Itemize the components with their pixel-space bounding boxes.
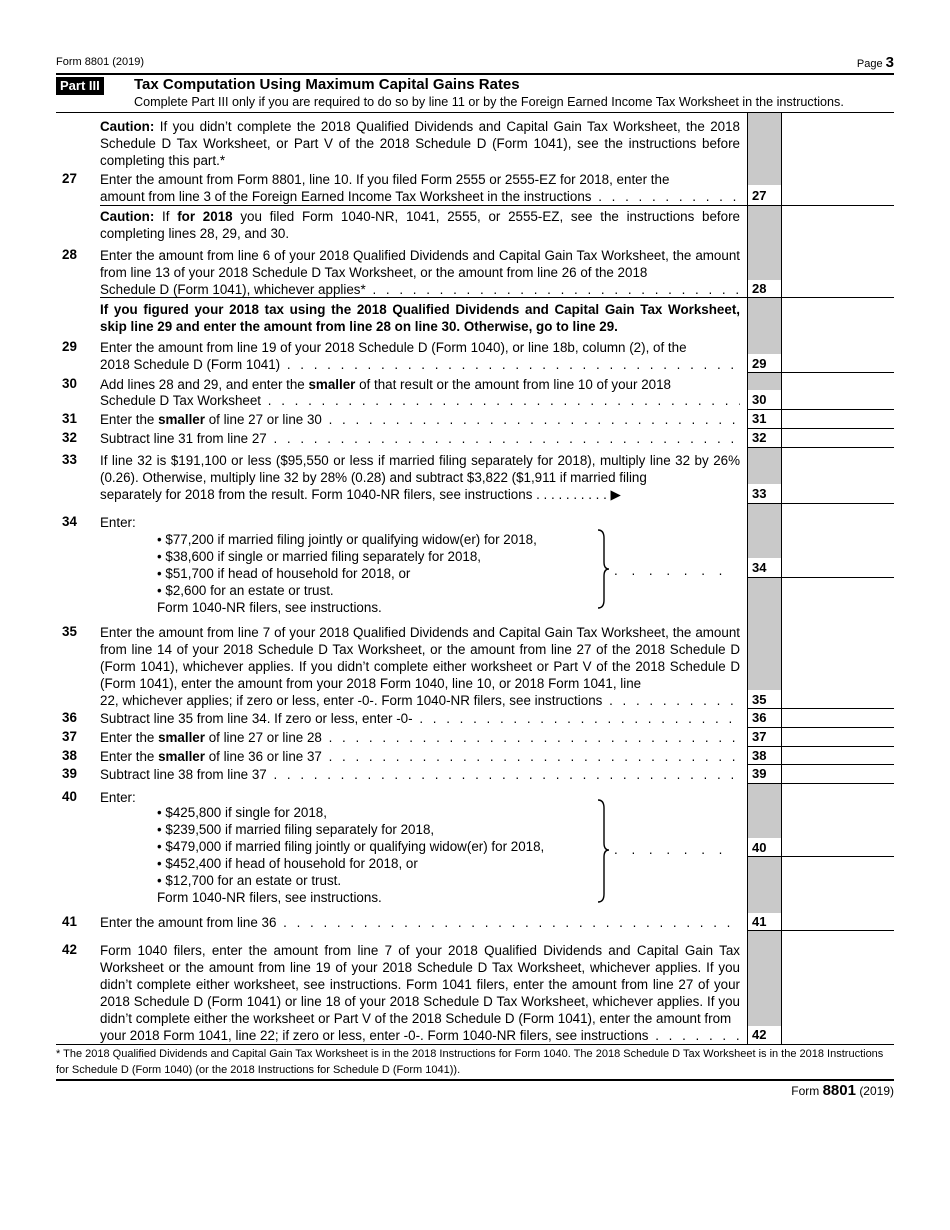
- line-29-amount-field[interactable]: [782, 353, 894, 372]
- line-27-text-cont: amount from line 3 of the Foreign Earned Income Tax Worksheet in the instructions . . .: [100, 188, 740, 205]
- line-41-number: 41: [62, 914, 77, 929]
- part-title: Tax Computation Using Maximum Capital Gains Rates: [134, 76, 520, 93]
- line-34-number: 34: [62, 514, 77, 529]
- line-29-number: 29: [62, 339, 77, 354]
- line-38-amount-field[interactable]: [782, 746, 894, 764]
- line-35-text: Enter the amount from line 7 of your 2018 Qualified Dividends and Capital Gain Tax Worksheet, the amount from line 14 of your 2018 Schedule D Tax Worksheet, or the amount from line 27 of the 2018 Schedule D (Form 1041), whichever applies. If you didn’t complete either worksheet or Part V of the 2018 Schedule D (Form 1041), enter the amount from your 2018 Form 1040, line 10, or 2018 Form 1041, line: [100, 625, 740, 691]
- line-29-text: Enter the amount from line 19 of your 2018 Schedule D (Form 1040), or line 18b, column (2), of the: [100, 340, 687, 355]
- line-42-amount-field[interactable]: [782, 1026, 894, 1044]
- line-34-option: • $77,200 if married filing jointly or qualifying widow(er) for 2018,: [157, 532, 537, 547]
- line-40-option: • $452,400 if head of household for 2018, or: [157, 856, 418, 871]
- line-39-text: Subtract line 38 from line 37 . . .: [100, 766, 740, 783]
- line-36-text: Subtract line 35 from line 34. If zero or less, enter -0- . . .: [100, 710, 740, 727]
- part-badge: Part III: [56, 77, 104, 95]
- line-32-amount-field[interactable]: [782, 428, 894, 447]
- line-32-number: 32: [62, 430, 77, 445]
- line-41-amount-field[interactable]: [782, 912, 894, 930]
- line-32-text: Subtract line 31 from line 27 . . .: [100, 430, 740, 447]
- line-27-amount-field[interactable]: [782, 186, 894, 205]
- line-27-text: Enter the amount from Form 8801, line 10. If you filed Form 2555 or 2555-EZ for 2018, enter the: [100, 172, 670, 187]
- line-29-text-cont: 2018 Schedule D (Form 1041) . . .: [100, 356, 740, 373]
- part-subtitle: Complete Part III only if you are required to do so by line 11 or by the Foreign Earned Income Tax Worksheet in the instructions.: [134, 95, 844, 109]
- line-34-option: • $2,600 for an estate or trust.: [157, 583, 334, 598]
- line-40-option: Form 1040-NR filers, see instructions.: [157, 890, 382, 905]
- line-34-option: • $51,700 if head of household for 2018, or: [157, 566, 411, 581]
- line-40-option: • $479,000 if married filing jointly or qualifying widow(er) for 2018,: [157, 839, 545, 854]
- line-34-amount-field[interactable]: [782, 558, 894, 577]
- line-31-amount-field[interactable]: [782, 409, 894, 428]
- line-39-number: 39: [62, 766, 77, 781]
- line-37-amount-field[interactable]: [782, 727, 894, 746]
- line-37-number: 37: [62, 729, 77, 744]
- line-33-text: If line 32 is $191,100 or less ($95,550 or less if married filing separately for 2018), multiply line 32 by 26% (0.26). Otherwise, multiply line 32 by 28% (0.28) and subtract $3,822 ($1,911 if married filing: [100, 453, 740, 485]
- line-38-text: Enter the smaller of line 36 or line 37 . . .: [100, 748, 740, 765]
- line-37-text: Enter the smaller of line 27 or line 28 . . .: [100, 729, 740, 746]
- line-28-number: 28: [62, 247, 77, 262]
- line-28-amount-field[interactable]: [782, 278, 894, 297]
- line-30-text-cont: Schedule D Tax Worksheet . . .: [100, 392, 740, 409]
- line-35-text-cont: 22, whichever applies; if zero or less, enter -0-. Form 1040-NR filers, see instructions . . .: [100, 692, 740, 709]
- line-42-number: 42: [62, 942, 77, 957]
- line-40-option: • $12,700 for an estate or trust.: [157, 873, 342, 888]
- line-39-amount-field[interactable]: [782, 764, 894, 783]
- line-31-text: Enter the smaller of line 27 or line 30 . . .: [100, 411, 740, 428]
- line-30-number: 30: [62, 376, 77, 391]
- line-33-text-cont: separately for 2018 from the result. Form 1040-NR filers, see instructions . . . . . . . . . . ▶: [100, 487, 621, 502]
- line-34-option: • $38,600 if single or married filing separately for 2018,: [157, 549, 482, 564]
- line-40-number: 40: [62, 789, 77, 804]
- line-28-text: Enter the amount from line 6 of your 2018 Qualified Dividends and Capital Gain Tax Worksheet, the amount from line 13 of your 2018 Schedule D Tax Worksheet, or the amount from line 26 of the 2018: [100, 248, 740, 280]
- line-30-text: Add lines 28 and 29, and enter the smaller of that result or the amount from line 10 of your 2018: [100, 377, 671, 392]
- line-42-text-cont: your 2018 Form 1041, line 22; if zero or less, enter -0-. Form 1040-NR filers, see instructions . . .: [100, 1027, 740, 1044]
- line-35-number: 35: [62, 624, 77, 639]
- line-40-amount-field[interactable]: [782, 838, 894, 856]
- line-41-text: Enter the amount from line 36 . . .: [100, 914, 740, 931]
- line-42-text: Form 1040 filers, enter the amount from line 7 of your 2018 Qualified Dividends and Capital Gain Tax Worksheet or the amount from line 19 of your 2018 Schedule D Tax Worksheet, whichever applies. If you didn’t complete either worksheet, see instructions. Form 1041 filers, enter the amount from line 27 of your 2018 Schedule D (Form 1041) or line 18 of your 2018 Schedule D Tax Worksheet, whichever applies. If you didn’t complete either the worksheet or Part V of the 2018 Schedule D (Form 1041), enter the amount from: [100, 943, 740, 1026]
- line-38-number: 38: [62, 748, 77, 763]
- form-header-label: Form 8801 (2019): [56, 56, 145, 68]
- form-footer-label: Form 8801 (2019): [791, 1082, 894, 1099]
- page-number: Page 3: [856, 54, 894, 71]
- line-33-amount-field[interactable]: [782, 484, 894, 503]
- line-33-number: 33: [62, 452, 77, 467]
- line-40-option: • $425,800 if single for 2018,: [157, 805, 327, 820]
- line-36-number: 36: [62, 710, 77, 725]
- header-rule: [56, 73, 894, 75]
- line-34-enter-label: Enter:: [100, 515, 136, 530]
- line-34-option: Form 1040-NR filers, see instructions.: [157, 600, 382, 615]
- line-27-number: 27: [62, 171, 77, 186]
- line-40-option: • $239,500 if married filing separately for 2018,: [157, 822, 435, 837]
- line-34-brace-icon: [596, 528, 612, 610]
- line-30-amount-field[interactable]: [782, 390, 894, 409]
- line-40-enter-label: Enter:: [100, 790, 136, 805]
- line-35-amount-field[interactable]: [782, 690, 894, 708]
- line-31-number: 31: [62, 411, 77, 426]
- caution-note-1: Caution: If you didn’t complete the 2018 Qualified Dividends and Capital Gain Tax Worksheet, the 2018 Schedule D Tax Worksheet, or Part V of the 2018 Schedule D (Form 1041), see the instructions before completing this part.*: [100, 119, 740, 168]
- line-36-amount-field[interactable]: [782, 708, 894, 727]
- caution-note-2: Caution: If for 2018 you filed Form 1040-NR, 1041, 2555, or 2555-EZ, see the instructions before completing lines 28, 29, and 30.: [100, 209, 740, 241]
- line-40-brace-icon: [596, 798, 612, 904]
- line-28-text-cont: Schedule D (Form 1041), whichever applies* . . .: [100, 281, 740, 298]
- footnote: * The 2018 Qualified Dividends and Capital Gain Tax Worksheet is in the 2018 Instructions for Form 1040. The 2018 Schedule D Tax Worksheet is in the 2018 Instructions for Schedule D (Form 1040) (or the 2018 Instructions for Schedule D (Form 1041)).: [56, 1048, 884, 1076]
- skip-line-29-note: If you figured your 2018 tax using the 2018 Qualified Dividends and Capital Gain Tax Worksheet, skip line 29 and enter the amount from line 28 on line 30. Otherwise, go to line 29.: [100, 302, 740, 334]
